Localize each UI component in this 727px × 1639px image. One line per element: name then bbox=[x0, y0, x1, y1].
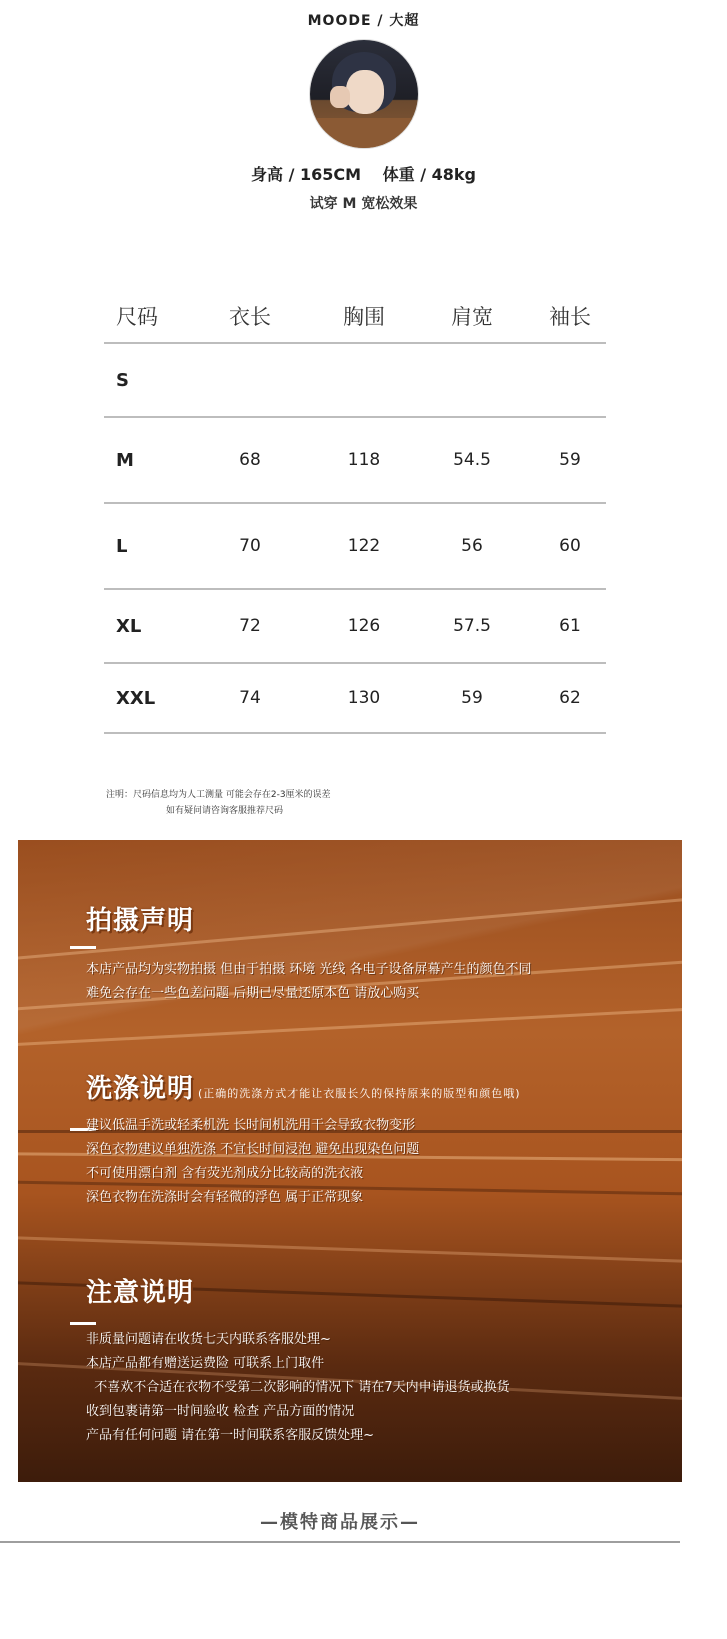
size-table bbox=[104, 290, 606, 734]
text-line: 本店产品均为实物拍摄 但由于拍摄 环境 光线 各电子设备屏幕产生的颜色不同 bbox=[86, 962, 532, 977]
cell-size: S bbox=[116, 369, 129, 391]
text-line: 建议低温手洗或轻柔机洗 长时间机洗用干会导致衣物变形 bbox=[86, 1118, 416, 1133]
model-name: MOODE / 大超 bbox=[307, 13, 420, 29]
text-line: 不喜欢不合适在衣物不受第二次影响的情况下 请在7天内申请退货或换货 bbox=[86, 1380, 510, 1395]
table-row bbox=[104, 418, 606, 504]
table-row bbox=[104, 344, 606, 418]
model-weight: 体重 / 48kg bbox=[382, 165, 476, 184]
notice-section-title: 注意说明 bbox=[86, 1278, 195, 1308]
header-length: 衣长 bbox=[229, 305, 271, 329]
size-note-line: 注明：尺码信息均为人工测量 可能会存在2-3厘米的误差 bbox=[106, 790, 331, 800]
text-line: 非质量问题请在收货七天内联系客服处理~ bbox=[86, 1332, 331, 1347]
model-showcase-title: —模特商品展示— bbox=[260, 1512, 420, 1533]
table-row bbox=[104, 664, 606, 734]
photo-section-title: 拍摄声明 bbox=[86, 906, 195, 936]
text-line: 本店产品都有赠送运费险 可联系上门取件 bbox=[86, 1356, 325, 1371]
text-line: 难免会存在一些色差问题 后期已尽量还原本色 请放心购买 bbox=[86, 986, 420, 1001]
section-divider bbox=[70, 1322, 96, 1325]
header-size: 尺码 bbox=[116, 305, 158, 329]
size-table-header bbox=[104, 290, 606, 344]
cell-chest: 118 bbox=[347, 450, 381, 470]
cell-size: XL bbox=[116, 615, 142, 637]
photo-section-text bbox=[86, 958, 532, 1006]
cell-size: XXL bbox=[116, 687, 156, 709]
model-stats bbox=[0, 162, 727, 185]
wash-section-title bbox=[86, 1068, 521, 1105]
size-note-line: 如有疑问请咨询客服推荐尺码 bbox=[166, 806, 284, 816]
cell-size: M bbox=[116, 449, 134, 471]
table-row bbox=[104, 590, 606, 664]
size-note bbox=[106, 787, 331, 819]
section-divider bbox=[70, 946, 96, 949]
wash-section-title-text: 洗涤说明 bbox=[86, 1074, 195, 1104]
footer-divider bbox=[0, 1541, 680, 1543]
cell-shoulder: 56 bbox=[461, 536, 483, 556]
model-avatar bbox=[310, 40, 418, 148]
cell-sleeve: 59 bbox=[559, 450, 581, 470]
cell-chest: 122 bbox=[347, 536, 381, 556]
notice-section-text bbox=[86, 1328, 510, 1448]
table-row bbox=[104, 504, 606, 590]
text-line: 深色衣物建议单独洗涤 不宜长时间浸泡 避免出现染色问题 bbox=[86, 1142, 420, 1157]
model-fit: 试穿 M 宽松效果 bbox=[309, 196, 418, 212]
cell-shoulder: 54.5 bbox=[453, 450, 491, 470]
header-shoulder: 肩宽 bbox=[451, 305, 493, 329]
cell-shoulder: 59 bbox=[461, 688, 483, 708]
model-info bbox=[0, 10, 727, 213]
model-height: 身高 / 165CM bbox=[251, 165, 362, 184]
wash-section-text bbox=[86, 1114, 419, 1210]
cell-chest: 130 bbox=[347, 688, 381, 708]
cell-chest: 126 bbox=[347, 616, 381, 636]
info-panel bbox=[18, 840, 682, 1482]
cell-length: 70 bbox=[239, 536, 261, 556]
cell-length: 72 bbox=[239, 616, 261, 636]
cell-sleeve: 62 bbox=[559, 688, 581, 708]
cell-length: 68 bbox=[239, 450, 261, 470]
text-line: 深色衣物在洗涤时会有轻微的浮色 属于正常现象 bbox=[86, 1190, 364, 1205]
header-sleeve: 袖长 bbox=[549, 305, 591, 329]
header-chest: 胸围 bbox=[343, 305, 385, 329]
cell-shoulder: 57.5 bbox=[453, 616, 491, 636]
text-line: 产品有任何问题 请在第一时间联系客服反馈处理~ bbox=[86, 1428, 375, 1443]
cell-sleeve: 60 bbox=[559, 536, 581, 556]
cell-length: 74 bbox=[239, 688, 261, 708]
cell-size: L bbox=[116, 535, 128, 557]
text-line: 不可使用漂白剂 含有荧光剂成分比较高的洗衣液 bbox=[86, 1166, 364, 1181]
wash-section-subtitle: (正确的洗涤方式才能让衣服长久的保持原来的版型和颜色哦) bbox=[198, 1087, 521, 1100]
cell-sleeve: 61 bbox=[559, 616, 581, 636]
text-line: 收到包裹请第一时间验收 检查 产品方面的情况 bbox=[86, 1404, 355, 1419]
